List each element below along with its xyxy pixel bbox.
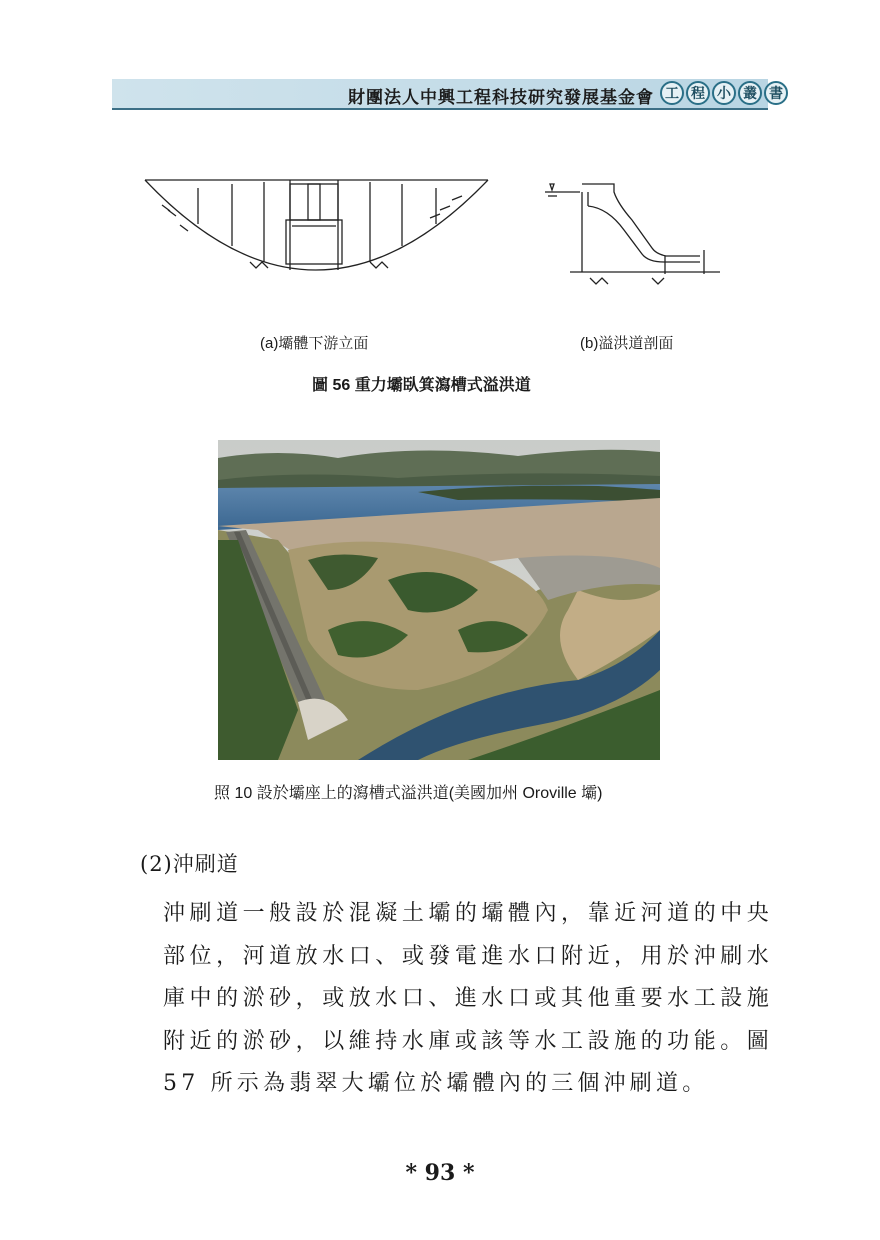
figure-56-caption: 圖 56 重力壩臥箕瀉槽式溢洪道 <box>312 377 531 394</box>
oroville-dam-photo <box>218 440 660 760</box>
series-badge: 小 <box>712 81 736 105</box>
series-badge: 書 <box>764 81 788 105</box>
photo-10-caption: 照 10 設於壩座上的瀉槽式溢洪道(美國加州 Oroville 壩) <box>214 785 603 802</box>
spillway-section-drawing <box>545 184 720 284</box>
figure-56-drawing <box>140 170 740 300</box>
dam-downstream-elevation-drawing <box>145 180 488 270</box>
series-badges <box>660 81 788 105</box>
series-badge: 工 <box>660 81 684 105</box>
subcaption-a: (a)壩體下游立面 <box>260 335 369 352</box>
section-heading: (2)沖刷道 <box>140 852 239 876</box>
page-number: * 93 * <box>405 1160 475 1186</box>
series-badge: 叢 <box>738 81 762 105</box>
body-paragraph: 沖刷道一般設於混凝土壩的壩體內，靠近河道的中央部位，河道放水口、或發電進水口附近，用於沖刷水庫中的淤砂，或放水口、進水口或其他重要水工設施附近的淤砂，以維持水庫或該等水工設施的功能。圖 57 所示為翡翠大壩位於壩體內的三個沖刷道。 <box>163 901 773 1096</box>
header-rule <box>112 108 768 110</box>
publisher-name: 財團法人中興工程科技研究發展基金會 <box>348 88 654 108</box>
subcaption-b: (b)溢洪道剖面 <box>580 335 674 352</box>
series-badge: 程 <box>686 81 710 105</box>
